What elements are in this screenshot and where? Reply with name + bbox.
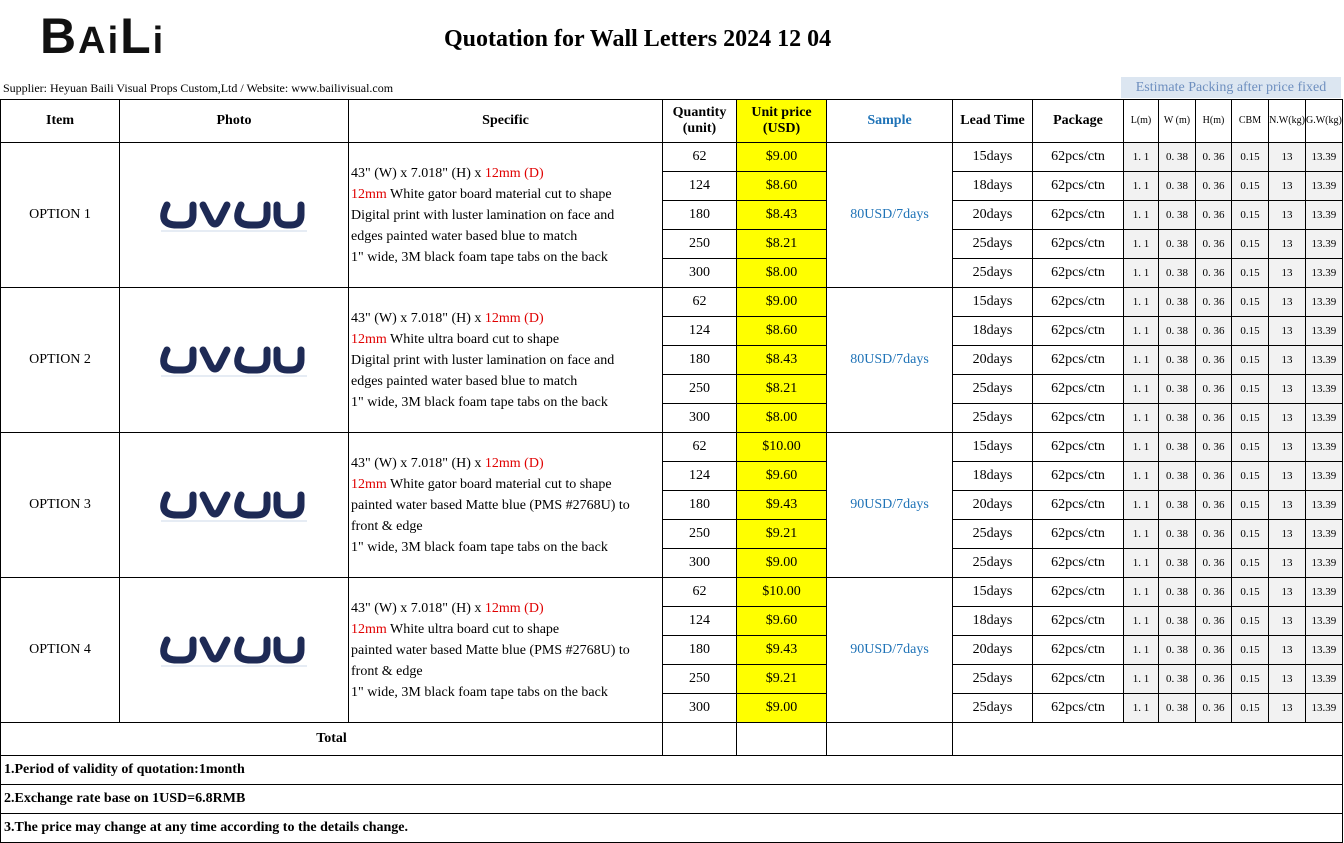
lead-time-cell: 25days — [953, 694, 1033, 723]
w-cell: 0. 38 — [1159, 172, 1196, 201]
price-cell: $8.43 — [737, 201, 827, 230]
total-price — [737, 723, 827, 756]
avav-logo-icon — [159, 487, 309, 523]
w-cell: 0. 38 — [1159, 433, 1196, 462]
price-cell: $9.43 — [737, 636, 827, 665]
cbm-cell: 0.15 — [1232, 520, 1269, 549]
l-cell: 1. 1 — [1124, 201, 1159, 230]
quantity-cell: 62 — [663, 288, 737, 317]
cbm-cell: 0.15 — [1232, 433, 1269, 462]
note-row — [1, 756, 1343, 785]
h-cell: 0. 36 — [1196, 665, 1232, 694]
package-cell: 62pcs/ctn — [1033, 230, 1124, 259]
h-cell: 0. 36 — [1196, 491, 1232, 520]
gw-cell: 13.39 — [1306, 462, 1343, 491]
option-spec: 43" (W) x 7.018" (H) x 12mm (D) 12mm White gator board material cut to shape painted water based Matte blue (PMS #2768U) to front & edge 1" wide, 3M black foam tape tabs on the back — [349, 433, 663, 578]
cbm-cell: 0.15 — [1232, 375, 1269, 404]
w-cell: 0. 38 — [1159, 346, 1196, 375]
product-photo — [120, 578, 349, 723]
lead-time-cell: 15days — [953, 288, 1033, 317]
gw-cell: 13.39 — [1306, 636, 1343, 665]
cbm-cell: 0.15 — [1232, 346, 1269, 375]
l-cell: 1. 1 — [1124, 607, 1159, 636]
nw-cell: 13 — [1269, 578, 1306, 607]
nw-cell: 13 — [1269, 143, 1306, 172]
price-cell: $8.21 — [737, 375, 827, 404]
lead-time-cell: 25days — [953, 549, 1033, 578]
table-row — [1, 143, 1343, 172]
package-cell: 62pcs/ctn — [1033, 578, 1124, 607]
cbm-cell: 0.15 — [1232, 259, 1269, 288]
w-cell: 0. 38 — [1159, 288, 1196, 317]
quotation-table — [0, 99, 1343, 843]
col-item: Item — [1, 100, 120, 143]
gw-cell: 13.39 — [1306, 549, 1343, 578]
l-cell: 1. 1 — [1124, 259, 1159, 288]
w-cell: 0. 38 — [1159, 520, 1196, 549]
note-text: 1.Period of validity of quotation:1month — [1, 756, 1343, 785]
gw-cell: 13.39 — [1306, 404, 1343, 433]
page-title: Quotation for Wall Letters 2024 12 04 — [444, 26, 832, 52]
l-cell: 1. 1 — [1124, 317, 1159, 346]
l-cell: 1. 1 — [1124, 694, 1159, 723]
cbm-cell: 0.15 — [1232, 549, 1269, 578]
lead-time-cell: 20days — [953, 491, 1033, 520]
h-cell: 0. 36 — [1196, 259, 1232, 288]
product-photo — [120, 143, 349, 288]
package-cell: 62pcs/ctn — [1033, 636, 1124, 665]
h-cell: 0. 36 — [1196, 172, 1232, 201]
price-cell: $9.21 — [737, 665, 827, 694]
price-cell: $8.60 — [737, 317, 827, 346]
nw-cell: 13 — [1269, 404, 1306, 433]
h-cell: 0. 36 — [1196, 201, 1232, 230]
price-cell: $9.60 — [737, 462, 827, 491]
l-cell: 1. 1 — [1124, 375, 1159, 404]
price-cell: $8.60 — [737, 172, 827, 201]
nw-cell: 13 — [1269, 491, 1306, 520]
quantity-cell: 250 — [663, 520, 737, 549]
l-cell: 1. 1 — [1124, 404, 1159, 433]
w-cell: 0. 38 — [1159, 375, 1196, 404]
quantity-cell: 250 — [663, 665, 737, 694]
nw-cell: 13 — [1269, 346, 1306, 375]
cbm-cell: 0.15 — [1232, 578, 1269, 607]
package-cell: 62pcs/ctn — [1033, 172, 1124, 201]
supplier-info: Supplier: Heyuan Baili Visual Props Custom,Ltd / Website: www.bailivisual.com — [3, 81, 394, 95]
gw-cell: 13.39 — [1306, 607, 1343, 636]
w-cell: 0. 38 — [1159, 665, 1196, 694]
avav-logo-icon — [159, 197, 309, 233]
cbm-cell: 0.15 — [1232, 404, 1269, 433]
price-cell: $8.00 — [737, 404, 827, 433]
package-cell: 62pcs/ctn — [1033, 404, 1124, 433]
price-cell: $8.21 — [737, 230, 827, 259]
h-cell: 0. 36 — [1196, 317, 1232, 346]
h-cell: 0. 36 — [1196, 404, 1232, 433]
cbm-cell: 0.15 — [1232, 172, 1269, 201]
col-w: W (m) — [1159, 100, 1196, 143]
lead-time-cell: 20days — [953, 201, 1033, 230]
l-cell: 1. 1 — [1124, 636, 1159, 665]
price-cell: $9.00 — [737, 549, 827, 578]
product-photo — [120, 433, 349, 578]
l-cell: 1. 1 — [1124, 665, 1159, 694]
gw-cell: 13.39 — [1306, 259, 1343, 288]
lead-time-cell: 18days — [953, 607, 1033, 636]
cbm-cell: 0.15 — [1232, 230, 1269, 259]
l-cell: 1. 1 — [1124, 549, 1159, 578]
package-cell: 62pcs/ctn — [1033, 491, 1124, 520]
option-name: OPTION 4 — [1, 578, 120, 723]
w-cell: 0. 38 — [1159, 317, 1196, 346]
lead-time-cell: 25days — [953, 375, 1033, 404]
col-cbm: CBM — [1232, 100, 1269, 143]
l-cell: 1. 1 — [1124, 520, 1159, 549]
cbm-cell: 0.15 — [1232, 607, 1269, 636]
note-row — [1, 785, 1343, 814]
nw-cell: 13 — [1269, 375, 1306, 404]
lead-time-cell: 25days — [953, 404, 1033, 433]
l-cell: 1. 1 — [1124, 578, 1159, 607]
quantity-cell: 124 — [663, 317, 737, 346]
price-cell: $10.00 — [737, 578, 827, 607]
w-cell: 0. 38 — [1159, 636, 1196, 665]
cbm-cell: 0.15 — [1232, 665, 1269, 694]
nw-cell: 13 — [1269, 549, 1306, 578]
sample-cell: 90USD/7days — [827, 578, 953, 723]
nw-cell: 13 — [1269, 462, 1306, 491]
cbm-cell: 0.15 — [1232, 636, 1269, 665]
col-gw: G.W(kg) — [1306, 100, 1343, 143]
lead-time-cell: 25days — [953, 520, 1033, 549]
table-row — [1, 433, 1343, 462]
package-cell: 62pcs/ctn — [1033, 259, 1124, 288]
gw-cell: 13.39 — [1306, 491, 1343, 520]
header-row — [1, 100, 1343, 143]
h-cell: 0. 36 — [1196, 288, 1232, 317]
w-cell: 0. 38 — [1159, 694, 1196, 723]
note-text: 3.The price may change at any time according to the details change. — [1, 814, 1343, 843]
price-cell: $10.00 — [737, 433, 827, 462]
total-sample — [827, 723, 953, 756]
package-cell: 62pcs/ctn — [1033, 607, 1124, 636]
col-nw: N.W(kg) — [1269, 100, 1306, 143]
price-cell: $9.21 — [737, 520, 827, 549]
package-cell: 62pcs/ctn — [1033, 694, 1124, 723]
quantity-cell: 180 — [663, 491, 737, 520]
lead-time-cell: 25days — [953, 259, 1033, 288]
l-cell: 1. 1 — [1124, 491, 1159, 520]
col-l: L(m) — [1124, 100, 1159, 143]
col-photo: Photo — [120, 100, 349, 143]
package-cell: 62pcs/ctn — [1033, 549, 1124, 578]
w-cell: 0. 38 — [1159, 230, 1196, 259]
lead-time-cell: 18days — [953, 462, 1033, 491]
quantity-cell: 124 — [663, 462, 737, 491]
cbm-cell: 0.15 — [1232, 491, 1269, 520]
h-cell: 0. 36 — [1196, 462, 1232, 491]
w-cell: 0. 38 — [1159, 143, 1196, 172]
nw-cell: 13 — [1269, 288, 1306, 317]
price-cell: $9.00 — [737, 288, 827, 317]
quantity-cell: 62 — [663, 578, 737, 607]
sample-cell: 80USD/7days — [827, 143, 953, 288]
w-cell: 0. 38 — [1159, 201, 1196, 230]
price-cell: $8.00 — [737, 259, 827, 288]
h-cell: 0. 36 — [1196, 433, 1232, 462]
gw-cell: 13.39 — [1306, 665, 1343, 694]
gw-cell: 13.39 — [1306, 317, 1343, 346]
h-cell: 0. 36 — [1196, 578, 1232, 607]
cbm-cell: 0.15 — [1232, 201, 1269, 230]
package-cell: 62pcs/ctn — [1033, 346, 1124, 375]
h-cell: 0. 36 — [1196, 694, 1232, 723]
w-cell: 0. 38 — [1159, 491, 1196, 520]
option-name: OPTION 2 — [1, 288, 120, 433]
w-cell: 0. 38 — [1159, 404, 1196, 433]
quantity-cell: 300 — [663, 694, 737, 723]
package-cell: 62pcs/ctn — [1033, 375, 1124, 404]
col-unit-price: Unit price (USD) — [737, 100, 827, 143]
w-cell: 0. 38 — [1159, 549, 1196, 578]
l-cell: 1. 1 — [1124, 143, 1159, 172]
total-empty — [953, 723, 1343, 756]
avav-logo-icon — [159, 342, 309, 378]
note-row — [1, 814, 1343, 843]
price-cell: $8.43 — [737, 346, 827, 375]
nw-cell: 13 — [1269, 201, 1306, 230]
gw-cell: 13.39 — [1306, 694, 1343, 723]
nw-cell: 13 — [1269, 317, 1306, 346]
option-spec: 43" (W) x 7.018" (H) x 12mm (D) 12mm White ultra board cut to shape Digital print with luster lamination on face and edges painted water based blue to match 1" wide, 3M black foam tape tabs on the back — [349, 288, 663, 433]
header — [0, 0, 1344, 100]
nw-cell: 13 — [1269, 259, 1306, 288]
l-cell: 1. 1 — [1124, 462, 1159, 491]
lead-time-cell: 25days — [953, 665, 1033, 694]
price-cell: $9.00 — [737, 694, 827, 723]
h-cell: 0. 36 — [1196, 375, 1232, 404]
w-cell: 0. 38 — [1159, 462, 1196, 491]
quantity-cell: 300 — [663, 259, 737, 288]
quantity-cell: 180 — [663, 201, 737, 230]
col-lead-time: Lead Time — [953, 100, 1033, 143]
lead-time-cell: 18days — [953, 172, 1033, 201]
l-cell: 1. 1 — [1124, 230, 1159, 259]
sample-cell: 90USD/7days — [827, 433, 953, 578]
h-cell: 0. 36 — [1196, 636, 1232, 665]
cbm-cell: 0.15 — [1232, 694, 1269, 723]
nw-cell: 13 — [1269, 607, 1306, 636]
package-cell: 62pcs/ctn — [1033, 288, 1124, 317]
price-cell: $9.60 — [737, 607, 827, 636]
sample-cell: 80USD/7days — [827, 288, 953, 433]
note-text: 2.Exchange rate base on 1USD=6.8RMB — [1, 785, 1343, 814]
h-cell: 0. 36 — [1196, 607, 1232, 636]
quantity-cell: 124 — [663, 172, 737, 201]
quantity-cell: 180 — [663, 636, 737, 665]
option-spec: 43" (W) x 7.018" (H) x 12mm (D) 12mm White ultra board cut to shape painted water based Matte blue (PMS #2768U) to front & edge 1" wide, 3M black foam tape tabs on the back — [349, 578, 663, 723]
cbm-cell: 0.15 — [1232, 143, 1269, 172]
option-name: OPTION 3 — [1, 433, 120, 578]
package-cell: 62pcs/ctn — [1033, 520, 1124, 549]
package-cell: 62pcs/ctn — [1033, 143, 1124, 172]
col-h: H(m) — [1196, 100, 1232, 143]
quantity-cell: 300 — [663, 549, 737, 578]
nw-cell: 13 — [1269, 520, 1306, 549]
option-spec: 43" (W) x 7.018" (H) x 12mm (D) 12mm White gator board material cut to shape Digital print with luster lamination on face and edges painted water based blue to match 1" wide, 3M black foam tape tabs on the back — [349, 143, 663, 288]
h-cell: 0. 36 — [1196, 549, 1232, 578]
quantity-cell: 124 — [663, 607, 737, 636]
cbm-cell: 0.15 — [1232, 317, 1269, 346]
table-row — [1, 288, 1343, 317]
lead-time-cell: 15days — [953, 578, 1033, 607]
nw-cell: 13 — [1269, 665, 1306, 694]
total-label: Total — [1, 723, 663, 756]
package-cell: 62pcs/ctn — [1033, 317, 1124, 346]
gw-cell: 13.39 — [1306, 201, 1343, 230]
price-cell: $9.00 — [737, 143, 827, 172]
col-package: Package — [1033, 100, 1124, 143]
cbm-cell: 0.15 — [1232, 288, 1269, 317]
nw-cell: 13 — [1269, 230, 1306, 259]
product-photo — [120, 288, 349, 433]
estimate-note: Estimate Packing after price fixed — [1121, 77, 1341, 98]
package-cell: 62pcs/ctn — [1033, 665, 1124, 694]
baili-logo: BAiLi — [40, 8, 166, 64]
w-cell: 0. 38 — [1159, 259, 1196, 288]
h-cell: 0. 36 — [1196, 520, 1232, 549]
package-cell: 62pcs/ctn — [1033, 462, 1124, 491]
w-cell: 0. 38 — [1159, 578, 1196, 607]
col-specific: Specific — [349, 100, 663, 143]
h-cell: 0. 36 — [1196, 230, 1232, 259]
nw-cell: 13 — [1269, 694, 1306, 723]
option-name: OPTION 1 — [1, 143, 120, 288]
gw-cell: 13.39 — [1306, 578, 1343, 607]
gw-cell: 13.39 — [1306, 230, 1343, 259]
l-cell: 1. 1 — [1124, 172, 1159, 201]
h-cell: 0. 36 — [1196, 346, 1232, 375]
table-row — [1, 578, 1343, 607]
lead-time-cell: 20days — [953, 636, 1033, 665]
quantity-cell: 62 — [663, 143, 737, 172]
gw-cell: 13.39 — [1306, 288, 1343, 317]
nw-cell: 13 — [1269, 172, 1306, 201]
gw-cell: 13.39 — [1306, 520, 1343, 549]
package-cell: 62pcs/ctn — [1033, 201, 1124, 230]
quantity-cell: 62 — [663, 433, 737, 462]
col-sample: Sample — [827, 100, 953, 143]
gw-cell: 13.39 — [1306, 346, 1343, 375]
gw-cell: 13.39 — [1306, 375, 1343, 404]
quantity-cell: 250 — [663, 230, 737, 259]
price-cell: $9.43 — [737, 491, 827, 520]
package-cell: 62pcs/ctn — [1033, 433, 1124, 462]
nw-cell: 13 — [1269, 433, 1306, 462]
lead-time-cell: 25days — [953, 230, 1033, 259]
quantity-cell: 250 — [663, 375, 737, 404]
lead-time-cell: 15days — [953, 143, 1033, 172]
gw-cell: 13.39 — [1306, 143, 1343, 172]
h-cell: 0. 36 — [1196, 143, 1232, 172]
l-cell: 1. 1 — [1124, 433, 1159, 462]
gw-cell: 13.39 — [1306, 172, 1343, 201]
nw-cell: 13 — [1269, 636, 1306, 665]
total-quantity — [663, 723, 737, 756]
col-quantity: Quantity (unit) — [663, 100, 737, 143]
lead-time-cell: 15days — [953, 433, 1033, 462]
cbm-cell: 0.15 — [1232, 462, 1269, 491]
lead-time-cell: 20days — [953, 346, 1033, 375]
l-cell: 1. 1 — [1124, 346, 1159, 375]
gw-cell: 13.39 — [1306, 433, 1343, 462]
quantity-cell: 180 — [663, 346, 737, 375]
avav-logo-icon — [159, 632, 309, 668]
quantity-cell: 300 — [663, 404, 737, 433]
l-cell: 1. 1 — [1124, 288, 1159, 317]
w-cell: 0. 38 — [1159, 607, 1196, 636]
lead-time-cell: 18days — [953, 317, 1033, 346]
total-row — [1, 723, 1343, 756]
